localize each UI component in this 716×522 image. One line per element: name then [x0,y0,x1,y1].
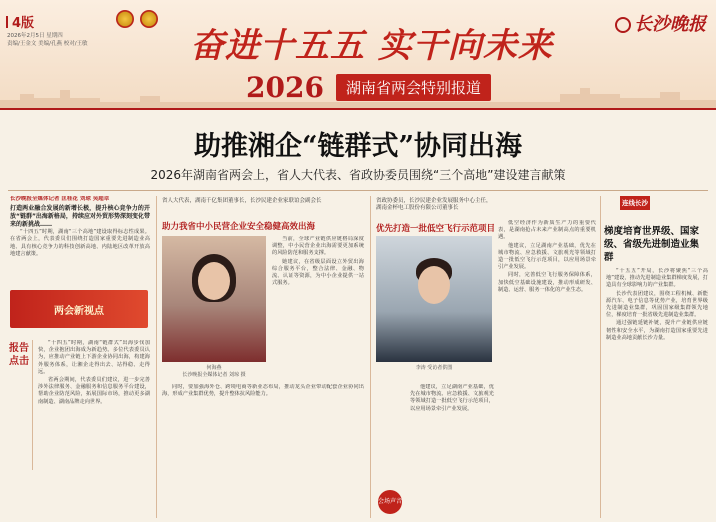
section-badge: 连线长沙 [620,196,650,210]
panel-paragraph: 他建议，立足湖南产业基础，优先在城市物流、应急救援、文旅观光等领域打造一批低空飞行示范项目，以应用场景牵引产业发展。 [410,384,494,412]
byline: 长沙晚报全媒体记者 匡桂花 刘琼 吴超卓 [10,196,110,202]
sidebar-paragraph: 长沙代表团建议，围绕工程机械、新能源汽车、电子信息等优势产业，培育世界级先进制造业集群，巩固国家级集群领先地位，梯度培育一批省级先进制造业集群。 [606,290,708,319]
speaker-photo [162,236,266,362]
masthead-banner [0,0,716,108]
cppcc-emblem-icon [140,10,158,28]
column-divider [156,196,157,518]
article-body-column [38,340,150,518]
panel-body-column [272,236,364,382]
special-report-banner: 2026 湖南省两会特别报道 [246,70,491,104]
speaker-credentials: 省人大代表，湖南千亿集团董事长，长沙民建企业家联谊会副会长 [162,198,322,204]
article-paragraph: “十四五”时期，湖南“链群式”出海步伐加快，企业抱团出海成为新趋势。多位代表委员认为，应推动产业链上下游企业协同出海，构建海外服务体系，让湘企走得出去、站得稳、走得远。 [38,340,150,375]
panel-paragraph: 同时，要加强海外仓、跨境电商等新业态布局，推动龙头企业带动配套企业协同出海，形成产业集群优势，提升整体抗风险能力。 [162,384,364,398]
article-lead-column [10,196,150,286]
panel-paragraph: 同时，完善低空飞行服务保障体系，加快低空基础设施建设，推动形成研发、制造、运营、服务一体化的产业生态。 [498,272,596,293]
column-divider [370,196,371,518]
section-banner: 两会新视点 [10,290,148,328]
sidebar-paragraph: 通过强链延链补链，提升产业链供应链韧性和安全水平，为湖南打造国家重要先进制造业高地贡献长沙力量。 [606,320,708,341]
panel-body-column [498,220,596,518]
panel-paragraph: 当前，全球产业链供应链格局深度调整，中小民营企业出海需要更加系统的风险防范和服务支撑。 [272,236,364,257]
panel-title: 助力我省中小民营企业安全稳健高效出海 [162,222,316,232]
main-headline: 助推湘企“链群式”协同出海 [193,131,523,162]
city-skyline-illustration [0,82,716,108]
masthead-rule [0,108,716,110]
sidebar-headline: 梯度培育世界级、国家级、省级先进制造业集群 [604,226,700,263]
panel-body-column [410,384,494,518]
dateline: 2026年2月5日 星期四 责编/王金文 美编/孔燕 校对/王敏 [7,33,88,47]
article-paragraph: “十四五”时期，湖南“三个高地”建设取得标志性成果。在省两会上，代表委员们围绕打造国家重要先进制造业高地、具有核心竞争力的科技创新高地、内陆地区改革开放高地建言献策。 [10,229,150,257]
page-number: 4版 [6,12,34,31]
headline-rule [8,190,708,191]
national-emblem-icon [116,10,134,28]
section-tag: 报告点击 [9,343,29,367]
speaker-photo [376,236,492,362]
panel-paragraph: 他建议，立足湖南产业基础，优先在城市物流、应急救援、文旅观光等领域打造一批低空飞行示范项目，以应用场景牵引产业发展。 [498,242,596,271]
sidebar-paragraph: “十五五”开局，长沙将聚焦“三个高地”建设，推动先进制造业集群梯度发展，打造具有全球影响力的产业集群。 [606,268,708,289]
photo-caption: 李涛 受访者供图 [415,365,453,371]
section-stamp-icon: 会场声音 [378,490,402,514]
newspaper-logo: 长沙晚报 [615,10,706,36]
panel-title: 优先打造一批低空飞行示范项目 [376,224,496,234]
article-paragraph: 省两会期间，代表委员们建议，进一步完善涉外法律服务、金融服务和信息服务平台建设，帮助企业防范风险，拓展国际市场，推动更多湖南制造、湖南品牌走向世界。 [38,377,150,405]
column-divider [600,196,601,518]
campaign-slogan: 奋进十五五 实干向未来 [190,26,553,66]
sidebar-body-column [606,268,708,518]
panel-body-column [162,384,364,518]
speaker-credentials: 省政协委员，长沙民建企业发展服务中心主任，湖南金杯电工股份有限公司董事长 [376,198,492,211]
sub-headline: 2026年湖南省两会上，省人大代表、省政协委员围绕“三个高地”建设建言献策 [150,168,566,182]
column-rule [32,340,33,470]
article-lead: 打造两业融合发展的新增长极，提升核心竞争力的开放“链群”出海新格局，持续应对外贸形势深刻变化带来的新挑战…… [10,205,150,229]
panel-paragraph: 她建议，在省级层面设立外贸出海综合服务平台，整合法律、金融、物流、认证等资源，为中小企业提供一站式服务。 [272,258,364,287]
panel-paragraph: 低空经济作为新质生产力的重要代表，是湖南抢占未来产业制高点的重要机遇。 [498,220,596,241]
logo-mark-icon [615,17,631,33]
photo-caption: 何海燕 长沙晚报全媒体记者 刘琼 摄 [182,365,246,378]
